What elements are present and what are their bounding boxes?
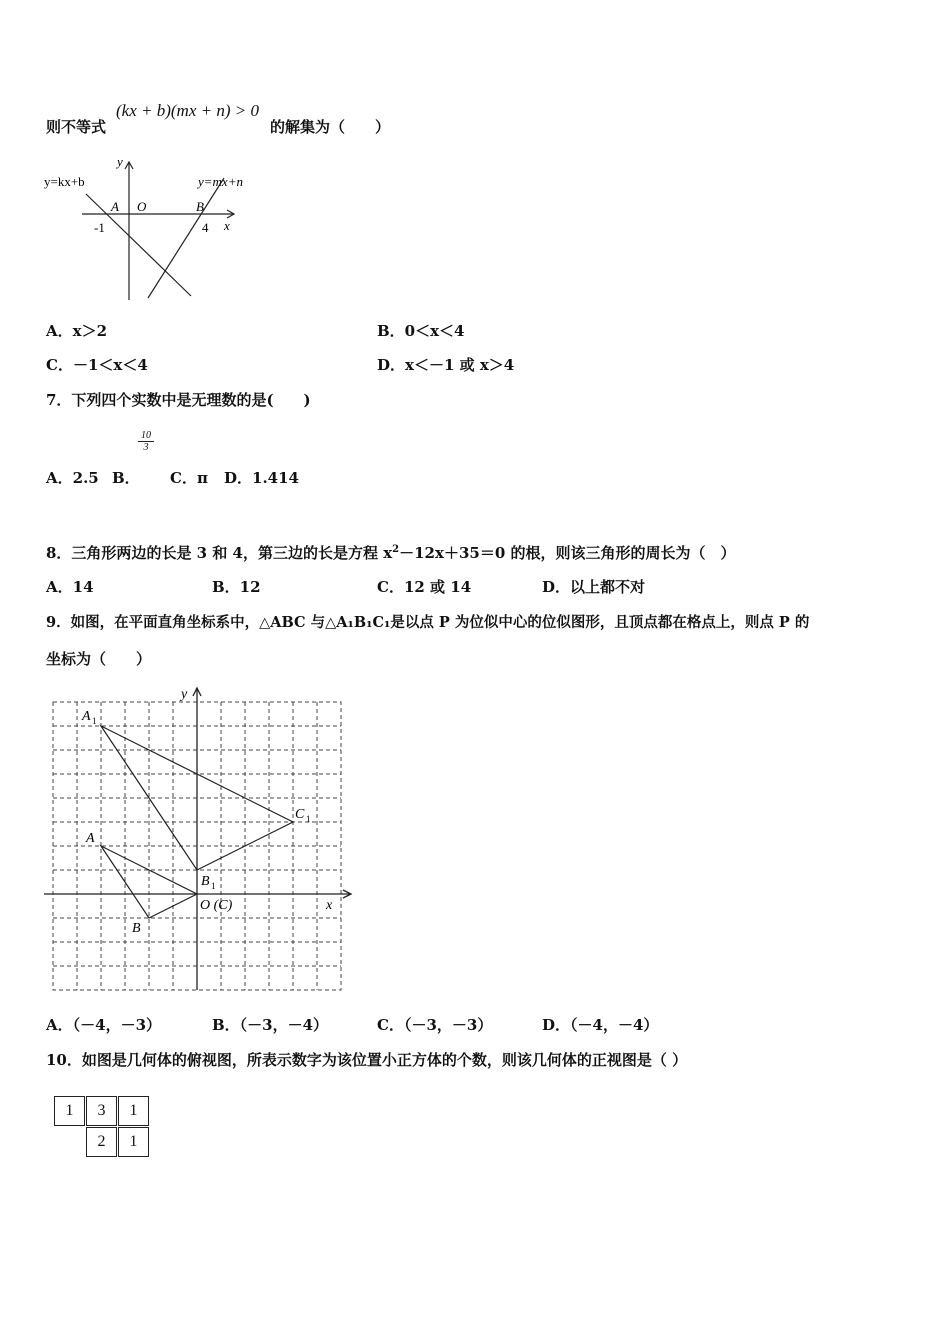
q7-option-a: A．2.5 <box>46 469 99 487</box>
q8-option-a: A．14 <box>46 578 94 596</box>
c1-label: C <box>295 807 305 822</box>
q8-stem-post: －12x＋35＝0 的根，则该三角形的周长为（ ） <box>399 544 736 562</box>
q6-option-c: C．－1＜x＜4 <box>46 356 148 374</box>
q9-option-c: C．（－3，－3） <box>377 1016 493 1034</box>
q7-option-d: D．1.414 <box>224 469 299 487</box>
c1-sub: 1 <box>306 814 311 824</box>
q7-frac-num: 10 <box>138 430 154 442</box>
line-mx-n <box>148 178 224 298</box>
q8-stem-sup: 2 <box>392 544 400 555</box>
tick-4: 4 <box>202 220 209 235</box>
q8-option-b: B．12 <box>212 578 261 596</box>
q10-cell-r1c1: 1 <box>54 1096 85 1126</box>
q10-cell-r1c2: 3 <box>86 1096 117 1126</box>
y-label: y <box>117 154 123 169</box>
q9-option-b: B．（－3，－4） <box>212 1016 329 1034</box>
y-label: y <box>181 687 188 702</box>
q9-figure <box>44 684 364 994</box>
tick-neg1: -1 <box>94 220 105 235</box>
a1-sub: 1 <box>92 716 97 726</box>
point-a-label: A <box>111 199 119 214</box>
q6-option-a: A．x＞2 <box>46 322 108 340</box>
q10-cell-r1c3: 1 <box>118 1096 149 1126</box>
q9-option-a: A．（－4，－3） <box>46 1016 162 1034</box>
oc-label: O (C) <box>200 898 233 913</box>
q10-cell-r2c3: 1 <box>118 1127 149 1157</box>
point-b-label: B <box>196 199 204 214</box>
q6-prefix: 则不等式 <box>46 118 107 136</box>
q9-stem-line2: 坐标为（ ） <box>46 650 152 668</box>
q9-stem-line1: 9．如图，在平面直角坐标系中，△ABC 与△A₁B₁C₁是以点 P 为位似中心的位似图形，且顶点都在格点上，则点 P 的 <box>46 614 810 631</box>
q6-option-b: B．0＜x＜4 <box>377 322 465 340</box>
q8-option-c: C．12 或 14 <box>377 578 472 596</box>
q10-cell-r2c2: 2 <box>86 1127 117 1157</box>
q6-graph <box>44 150 284 310</box>
x-label: x <box>326 898 333 913</box>
b-label: B <box>132 921 141 936</box>
q8-option-d: D．以上都不对 <box>542 578 646 596</box>
b1-sub: 1 <box>211 881 216 891</box>
origin-label: O <box>137 199 147 214</box>
q9-option-d: D．（－4，－4） <box>542 1016 659 1034</box>
q7-stem: 7．下列四个实数中是无理数的是( ) <box>46 391 311 409</box>
q6-option-d: D．x＜－1 或 x＞4 <box>377 356 515 374</box>
q7-fraction <box>138 430 154 453</box>
q8-stem <box>46 542 735 563</box>
q6-suffix: 的解集为（ ） <box>270 118 391 136</box>
q7-option-c: C．π <box>170 469 208 487</box>
q6-formula: (kx + b)(mx + n) > 0 <box>116 101 259 120</box>
a1-label: A <box>82 709 91 724</box>
a-label: A <box>86 831 95 846</box>
q10-stem: 10．如图是几何体的俯视图，所表示数字为该位置小正方体的个数，则该几何体的正视图是（ ） <box>46 1051 688 1069</box>
line1-label: y=kx+b <box>44 174 85 189</box>
x-label: x <box>224 218 230 233</box>
q8-stem-pre: 8．三角形两边的长是 3 和 4，第三边的长是方程 x <box>46 544 393 562</box>
q7-option-b: B． <box>112 469 140 487</box>
b1-label: B <box>201 874 210 889</box>
line2-label: y=mx+n <box>198 174 243 189</box>
q7-frac-den: 3 <box>143 442 149 453</box>
